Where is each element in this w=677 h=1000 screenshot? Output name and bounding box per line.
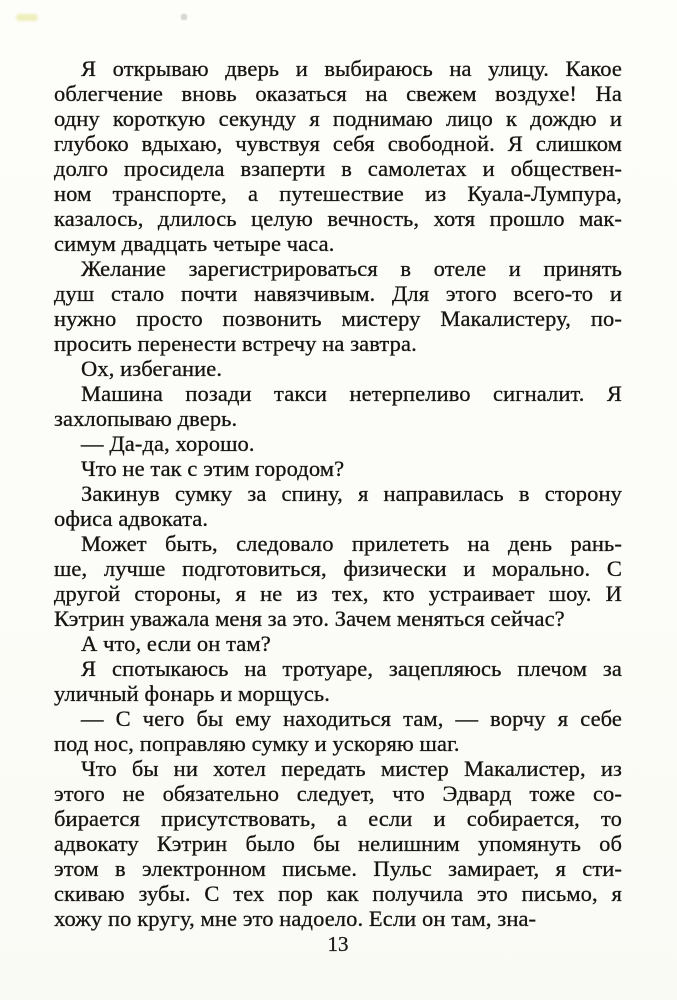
scan-artifact-gray <box>181 14 187 20</box>
text-line: Ох, избегание. <box>81 356 223 381</box>
text-line: Я спотыкаюсь на тротуаре, зацепляюсь плечом за <box>81 656 622 681</box>
text-line: Что не так с этим городом? <box>81 456 345 481</box>
paragraph <box>54 256 622 356</box>
text-line: захлопываю дверь. <box>54 406 238 431</box>
paragraph <box>54 381 622 431</box>
paragraph <box>54 656 622 706</box>
page-number: 13 <box>327 932 349 956</box>
text-line: адвокату Кэтрин было бы нелишним упомянуть об <box>54 831 622 856</box>
paragraph <box>54 706 622 756</box>
text-line: Машина позади такси нетерпеливо сигналит. Я <box>81 381 622 406</box>
text-line: просить перенести встречу на завтра. <box>54 331 417 356</box>
paragraph <box>54 431 622 456</box>
text-line: А что, если он там? <box>81 631 271 656</box>
paragraph <box>54 56 622 256</box>
text-line: нужно просто позвонить мистеру Макалистеру, по- <box>54 306 622 331</box>
text-line: Я открываю дверь и выбираюсь на улицу. Какое <box>81 56 622 81</box>
text-line: казалось, длилось целую вечность, хотя прошло мак- <box>54 206 622 231</box>
scan-artifact-yellow <box>16 14 38 21</box>
text-line: Что бы ни хотел передать мистер Макалистер, из <box>81 756 622 781</box>
text-line: ном транспорте, а путешествие из Куала-Лумпура, <box>54 181 622 206</box>
text-line: душ стало почти навязчивым. Для этого всего-то и <box>54 281 622 306</box>
text-line: Может быть, следовало прилететь на день рань- <box>81 531 622 556</box>
text-line: одну короткую секунду я поднимаю лицо к дождю и <box>54 106 622 131</box>
text-line: глубоко вдыхаю, чувствуя себя свободной. Я слишком <box>54 131 622 156</box>
paragraph <box>54 631 622 656</box>
text-line: уличный фонарь и морщусь. <box>54 681 331 706</box>
text-line: этом в электронном письме. Пульс замирает, я сти- <box>54 856 622 881</box>
text-line: офиса адвоката. <box>54 506 209 531</box>
text-line: бирается присутствовать, а если и собирается, то <box>54 806 622 831</box>
text-line: симум двадцать четыре часа. <box>54 231 335 256</box>
text-line: скиваю зубы. С тех пор как получила это письмо, я <box>54 881 622 906</box>
paragraph <box>54 356 622 381</box>
text-line: хожу по кругу, мне это надоело. Если он там, зна- <box>54 906 537 931</box>
text-line: долго просидела взаперти в самолетах и обществен- <box>54 156 622 181</box>
paragraph <box>54 531 622 631</box>
text-line: ше, лучше подготовиться, физически и морально. С <box>54 556 622 581</box>
text-line: Желание зарегистрироваться в отеле и принять <box>81 256 622 281</box>
body-text <box>54 56 622 931</box>
text-line: другой стороны, я не из тех, кто устраивает шоу. И <box>54 581 622 606</box>
paragraph <box>54 756 622 931</box>
text-line: этого не обязательно следует, что Эдвард тоже со- <box>54 781 622 806</box>
paragraph <box>54 456 622 481</box>
text-line: — С чего бы ему находиться там, — ворчу я себе <box>81 706 622 731</box>
text-line: облегчение вновь оказаться на свежем воздухе! На <box>54 81 622 106</box>
text-line: Закинув сумку за спину, я направилась в сторону <box>81 481 622 506</box>
text-line: Кэтрин уважала меня за это. Зачем меняться сейчас? <box>54 606 565 631</box>
text-line: — Да-да, хорошо. <box>81 431 255 456</box>
text-line: под нос, поправляю сумку и ускоряю шаг. <box>54 731 460 756</box>
paragraph <box>54 481 622 531</box>
